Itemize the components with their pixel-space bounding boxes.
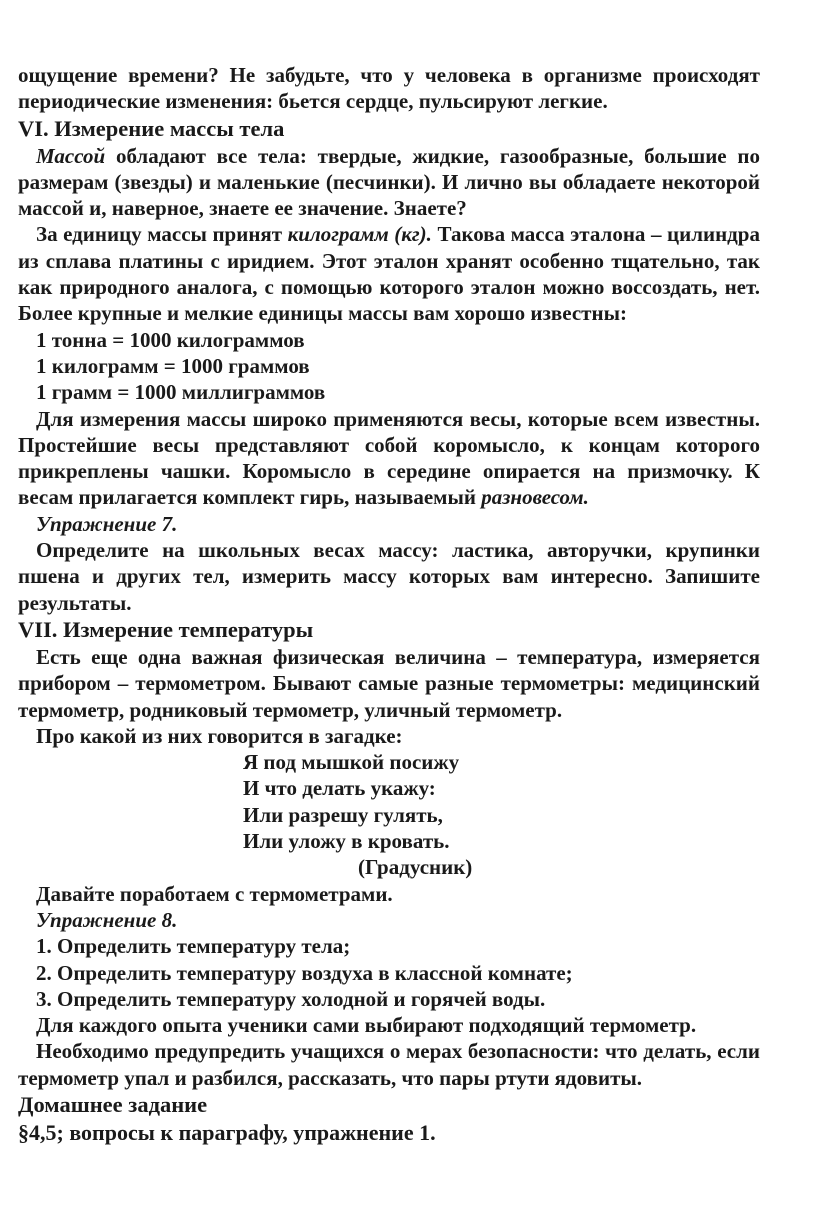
temperature-paragraph-2: Давайте поработаем с термометрами.	[36, 881, 393, 906]
safety-paragraph: Необходимо предупредить учащихся о мерах безопасности: что делать, если термометр упал и разбился, рассказать, что пары ртути ядовиты.	[18, 1039, 760, 1090]
document-page	[18, 62, 760, 1147]
riddle-poem	[18, 749, 760, 854]
poem-line: И что делать укажу:	[243, 776, 436, 801]
term-kilogram: килограмм (кг).	[287, 222, 432, 247]
list-item: 2. Определить температуру воздуха в классной комнате;	[36, 960, 573, 985]
section-6-heading: VI. Измерение массы тела	[18, 115, 285, 141]
intro-paragraph: ощущение времени? Не забудьте, что у человека в организме происходят периодические изменения: бьется сердце, пульсируют легкие.	[18, 63, 760, 114]
list-item: 3. Определить температуру холодной и горячей воды.	[36, 986, 546, 1011]
term-mass: Массой	[36, 143, 106, 168]
exercise-7-title: Упражнение 7.	[36, 511, 178, 536]
mass-units-list	[18, 327, 760, 406]
exercise-8-tasks	[18, 933, 760, 1012]
mass-paragraph-3-text: Для измерения массы широко применяются весы, которые всем известны. Простейшие весы представляют собой коромысло, к концам которого прикреплены чашки. Коромысло в середине опирается на призмочку. К весам прилагается комплект гирь, называемый	[18, 406, 760, 510]
mass-paragraph-1	[18, 143, 760, 222]
mass-paragraph-2-start: За единицу массы принят	[36, 222, 288, 247]
mass-unit-kilogram: 1 килограмм = 1000 граммов	[36, 353, 310, 378]
temperature-paragraph-1: Есть еще одна важная физическая величина – температура, измеряется прибором – термометром. Бывают самые разные термометры: медицинский термометр, родниковый термометр, уличный термометр.	[18, 644, 760, 722]
poem-line: Или разрешу гулять,	[243, 802, 443, 827]
mass-paragraph-2	[18, 221, 760, 326]
poem-line: Или уложу в кровать.	[243, 829, 450, 854]
term-weights: разновесом.	[481, 485, 589, 510]
section-7-heading: VII. Измерение температуры	[18, 616, 314, 642]
mass-unit-gram: 1 грамм = 1000 миллиграммов	[36, 380, 326, 405]
riddle-intro: Про какой из них говорится в загадке:	[36, 723, 403, 748]
homework-heading: Домашнее задание	[18, 1091, 208, 1117]
mass-paragraph-3	[18, 406, 760, 511]
mass-paragraph-1-text: обладают все тела: твердые, жидкие, газообразные, большие по размерам (звезды) и маленькие (песчинки). И лично вы обладаете некоторой массой и, наверное, знаете ее значение. Знаете?	[18, 143, 760, 221]
exercise-7-text: Определите на школьных весах массу: ластика, авторучки, крупинки пшена и других тел, измерить массу которых вам интересно. Запишите результаты.	[18, 538, 760, 615]
temperature-paragraph-3: Для каждого опыта ученики сами выбирают подходящий термометр.	[36, 1013, 697, 1038]
poem-line: Я под мышкой посижу	[243, 750, 460, 775]
riddle-answer: (Градусник)	[358, 855, 473, 880]
mass-paragraph-2-text: Такова масса эталона – цилиндра из сплава платины с иридием. Этот эталон хранят особенно тщательно, так как природного аналога, с помощью которого эталон можно воссоздать, нет. Более крупные и мелкие единицы массы вам хорошо известны:	[18, 222, 760, 326]
exercise-8-title: Упражнение 8.	[36, 907, 178, 932]
homework-text: §4,5; вопросы к параграфу, упражнение 1.	[18, 1119, 436, 1145]
list-item: 1. Определить температуру тела;	[36, 934, 351, 959]
mass-unit-ton: 1 тонна = 1000 килограммов	[36, 327, 305, 352]
